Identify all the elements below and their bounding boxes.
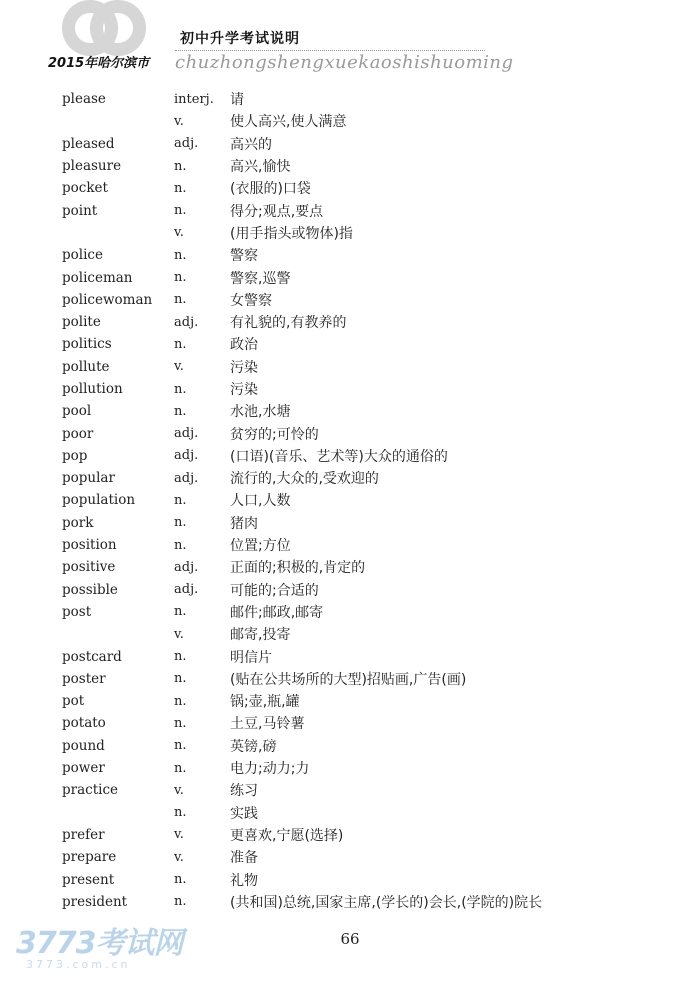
vocab-entry [62, 333, 642, 355]
vocab-word: pot [62, 693, 85, 710]
part-of-speech: n. [174, 180, 187, 196]
vocab-word: poster [62, 670, 106, 687]
vocab-entry [62, 244, 642, 266]
vocab-entry [62, 467, 642, 489]
part-of-speech: adj. [174, 470, 199, 486]
vocab-meaning: 水池,水塘 [230, 404, 291, 421]
vocab-entry [62, 623, 642, 645]
vocab-entry [62, 757, 642, 779]
vocab-word: policewoman [62, 291, 153, 308]
vocab-word: poor [62, 425, 94, 442]
vocab-entry [62, 222, 642, 244]
vocab-word: polite [62, 314, 101, 331]
part-of-speech: adj. [174, 582, 199, 598]
vocab-entry [62, 311, 642, 333]
part-of-speech: v. [174, 359, 184, 375]
part-of-speech: n. [174, 203, 187, 219]
vocab-entry [62, 177, 642, 199]
part-of-speech: n. [174, 492, 187, 508]
part-of-speech: n. [174, 604, 187, 620]
vocab-entry [62, 802, 642, 824]
part-of-speech: n. [174, 537, 187, 553]
vocab-word: president [62, 893, 128, 910]
vocab-entry [62, 289, 642, 311]
part-of-speech: n. [174, 738, 187, 754]
vocab-entry [62, 735, 642, 757]
vocab-entry [62, 846, 642, 868]
vocab-word: pleased [62, 135, 115, 152]
vocab-meaning: 可能的;合适的 [230, 582, 319, 599]
part-of-speech: n. [174, 381, 187, 397]
vocab-word: potato [62, 715, 106, 732]
vocab-meaning: 贫穷的;可怜的 [230, 426, 319, 443]
part-of-speech: n. [174, 715, 187, 731]
part-of-speech: n. [174, 270, 187, 286]
vocab-meaning: (口语)(音乐、艺术等)大众的通俗的 [230, 448, 448, 465]
vocab-word: practice [62, 782, 118, 799]
vocab-entry [62, 110, 642, 132]
vocab-meaning: 猪肉 [230, 515, 258, 532]
vocab-word: prepare [62, 849, 117, 866]
vocab-meaning: 更喜欢,宁愿(选择) [230, 827, 344, 844]
vocab-entry [62, 579, 642, 601]
part-of-speech: n. [174, 693, 187, 709]
vocab-word: position [62, 537, 117, 554]
part-of-speech: n. [174, 158, 187, 174]
watermark-logo [10, 918, 190, 978]
book-title: 初中升学考试说明 [180, 31, 300, 47]
part-of-speech: adj. [174, 136, 199, 152]
vocab-word: pocket [62, 180, 108, 197]
vocab-meaning: 准备 [230, 850, 258, 867]
vocab-word: prefer [62, 826, 105, 843]
vocab-meaning: 练习 [230, 783, 258, 800]
vocab-entry [62, 645, 642, 667]
vocab-entry [62, 824, 642, 846]
header-divider [175, 50, 485, 51]
vocab-meaning: 土豆,马铃薯 [230, 716, 305, 733]
part-of-speech: n. [174, 336, 187, 352]
vocab-entry [62, 199, 642, 221]
part-of-speech: n. [174, 760, 187, 776]
vocab-word: pollution [62, 381, 123, 397]
vocab-meaning: 污染 [230, 359, 258, 376]
vocab-entry [62, 88, 642, 110]
vocab-entry [62, 601, 642, 623]
vocab-meaning: 高兴,愉快 [230, 159, 291, 176]
ring-right-icon [90, 0, 146, 56]
vocab-word: pop [62, 447, 88, 464]
vocab-meaning: 明信片 [230, 649, 272, 666]
vocab-word: population [62, 492, 136, 509]
vocab-word: pound [62, 737, 105, 754]
part-of-speech: n. [174, 292, 187, 308]
part-of-speech: n. [174, 805, 187, 821]
vocab-word: pollute [62, 358, 110, 375]
vocab-word: possible [62, 581, 118, 598]
part-of-speech: n. [174, 872, 187, 888]
vocab-word: politics [62, 336, 112, 353]
vocab-meaning: 政治 [230, 337, 258, 354]
part-of-speech: n. [174, 515, 187, 531]
part-of-speech: adj. [174, 426, 199, 442]
part-of-speech: v. [174, 782, 184, 798]
vocab-word: police [62, 247, 103, 264]
vocab-entry [62, 690, 642, 712]
vocab-word: positive [62, 559, 116, 576]
vocab-entry [62, 779, 642, 801]
vocab-meaning: 正面的;积极的,肯定的 [230, 560, 366, 577]
vocab-word: point [62, 202, 98, 219]
vocab-word: power [62, 760, 105, 777]
year-city-label: 2015年哈尔滨市 [48, 56, 150, 71]
vocab-entry [62, 712, 642, 734]
part-of-speech: v. [174, 626, 184, 642]
vocab-meaning: 流行的,大众的,受欢迎的 [230, 471, 379, 488]
vocab-meaning: 锅;壶,瓶,罐 [230, 694, 300, 711]
vocab-word: pool [62, 403, 92, 420]
vocab-meaning: 有礼貌的,有教养的 [230, 315, 347, 332]
vocab-meaning: 人口,人数 [230, 493, 291, 510]
part-of-speech: n. [174, 403, 187, 419]
vocab-word: please [62, 91, 106, 108]
vocab-entry [62, 378, 642, 400]
vocabulary-list [62, 88, 642, 913]
vocab-meaning: 礼物 [230, 872, 258, 889]
vocab-meaning: 请 [230, 92, 244, 109]
part-of-speech: interj. [174, 91, 214, 107]
vocab-meaning: 高兴的 [230, 136, 272, 153]
part-of-speech: v. [174, 849, 184, 865]
part-of-speech: n. [174, 649, 187, 665]
vocab-meaning: 得分;观点,要点 [230, 203, 324, 220]
vocab-entry [62, 445, 642, 467]
vocab-meaning: 女警察 [230, 292, 272, 309]
part-of-speech: n. [174, 671, 187, 687]
part-of-speech: v. [174, 113, 184, 129]
vocab-entry [62, 133, 642, 155]
vocab-meaning: 实践 [230, 805, 258, 822]
vocab-entry [62, 868, 642, 890]
vocab-word: present [62, 871, 115, 888]
vocab-meaning: (贴在公共场所的大型)招贴画,广告(画) [230, 671, 467, 688]
page-header [0, 0, 700, 90]
vocab-meaning: 使人高兴,使人满意 [230, 114, 347, 131]
vocab-word: post [62, 603, 92, 620]
vocab-meaning: (共和国)总统,国家主席,(学长的)会长,(学院的)院长 [230, 894, 543, 911]
vocab-entry [62, 556, 642, 578]
vocab-entry [62, 534, 642, 556]
vocab-word: pork [62, 514, 94, 531]
page-number: 66 [340, 930, 360, 948]
vocab-meaning: 电力;动力;力 [230, 761, 310, 778]
watermark-url-text: 3773.com.cn [26, 958, 131, 971]
vocab-entry [62, 422, 642, 444]
vocab-entry [62, 356, 642, 378]
vocab-entry [62, 668, 642, 690]
part-of-speech: v. [174, 225, 184, 241]
vocab-meaning: (用手指头或物体)指 [230, 225, 353, 242]
vocab-entry [62, 155, 642, 177]
vocab-meaning: 英镑,磅 [230, 738, 277, 755]
vocab-meaning: 警察 [230, 248, 258, 265]
vocab-word: policeman [62, 269, 133, 286]
watermark-main-text: 3773考试网 [16, 926, 183, 961]
vocab-meaning: 邮寄,投寄 [230, 627, 291, 644]
vocab-entry [62, 400, 642, 422]
vocab-meaning: (衣服的)口袋 [230, 181, 311, 198]
part-of-speech: n. [174, 247, 187, 263]
vocab-entry [62, 891, 642, 913]
vocab-word: postcard [62, 648, 122, 665]
vocab-meaning: 警察,巡警 [230, 270, 291, 287]
vocab-meaning: 污染 [230, 382, 258, 398]
vocab-entry [62, 266, 642, 288]
vocab-word: popular [62, 470, 115, 487]
vocab-meaning: 位置;方位 [230, 538, 291, 555]
vocab-entry [62, 489, 642, 511]
rings-logo-icon [62, 0, 142, 60]
pinyin-subtitle: chuzhongshengxuekaoshishuoming [175, 52, 514, 73]
vocab-entry [62, 512, 642, 534]
part-of-speech: adj. [174, 314, 199, 330]
vocab-word: pleasure [62, 158, 122, 175]
part-of-speech: v. [174, 827, 184, 843]
vocab-meaning: 邮件;邮政,邮寄 [230, 604, 324, 621]
part-of-speech: n. [174, 894, 187, 910]
part-of-speech: adj. [174, 448, 199, 464]
part-of-speech: adj. [174, 559, 199, 575]
